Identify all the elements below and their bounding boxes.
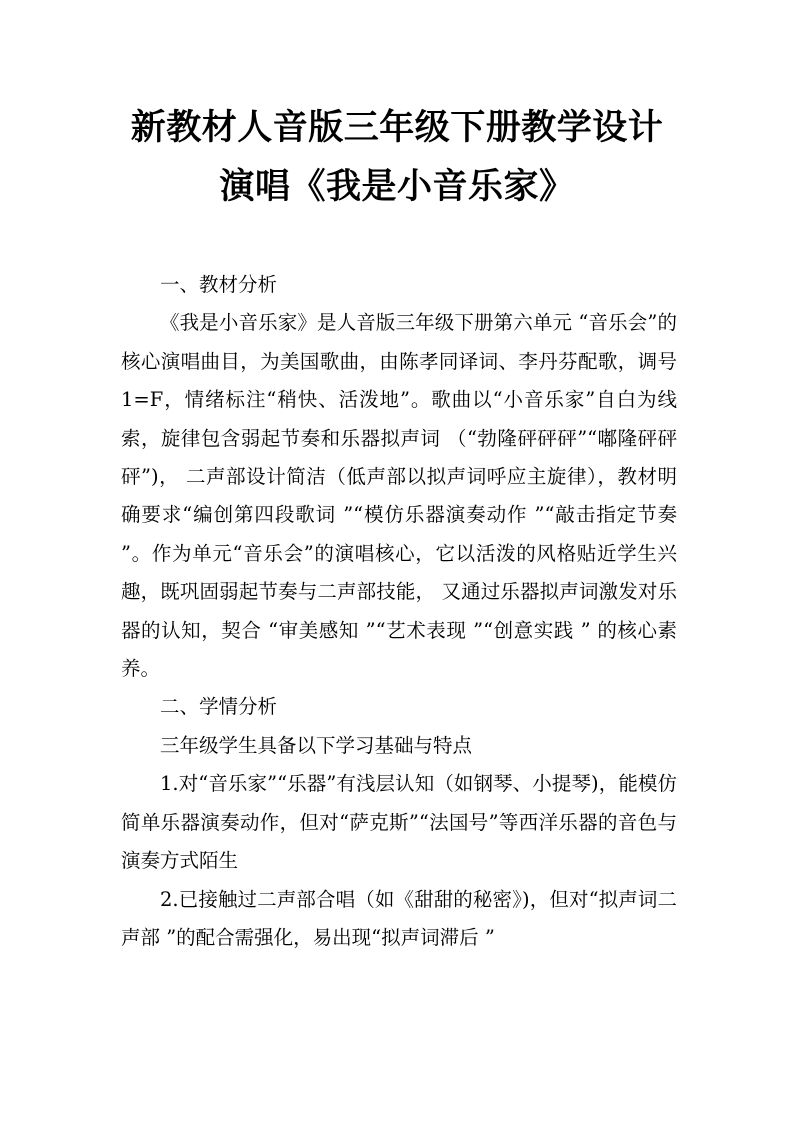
document-body (121, 266, 677, 957)
section-heading-textbook-analysis: 一、教材分析 (160, 273, 278, 296)
paragraph-textbook-analysis: 《我是小音乐家》是人音版三年级下册第六单元 “音乐会”的核心演唱曲目，为美国歌曲，由陈孝同译词、李丹芬配歌，调号 1=F，情绪标注“稍快、活泼地”。歌曲以“小音乐家”自白为线索，旋律包含弱起节奏和乐器拟声词 （“勃隆砰砰砰”“嘟隆砰砰砰”)， 二声部设计简洁（低声部以拟声词呼应主旋律），教材明确要求“编创第四段歌词 ”“模仿乐器演奏动作 ”“敲击指定节奏 ”。作为单元“音乐会”的演唱核心，它以活泼的风格贴近学生兴趣，既巩固弱起节奏与二声部技能， 又通过乐器拟声词激发对乐器的认知，契合 “审美感知 ”“艺术表现 ”“创意实践 ” 的核心素养。 (121, 311, 677, 681)
paragraph-student-intro: 三年级学生具备以下学习基础与特点 (160, 733, 473, 757)
document-subtitle: 演唱《我是小音乐家》 (219, 167, 575, 207)
list-item-1: 1.对“音乐家”“乐器”有浅层认知（如钢琴、小提琴)，能模仿简单乐器演奏动作，但对“萨克斯”“法国号”等西洋乐器的音色与演奏方式陌生 (121, 772, 677, 873)
list-item-2: 2.已接触过二声部合唱（如《甜甜的秘密》)，但对“拟声词二声部 ”的配合需强化，易出现“拟声词滞后 ” (121, 887, 677, 949)
document-title: 新教材人音版三年级下册教学设计 (130, 108, 664, 148)
section-heading-student-analysis: 二、学情分析 (160, 695, 278, 719)
